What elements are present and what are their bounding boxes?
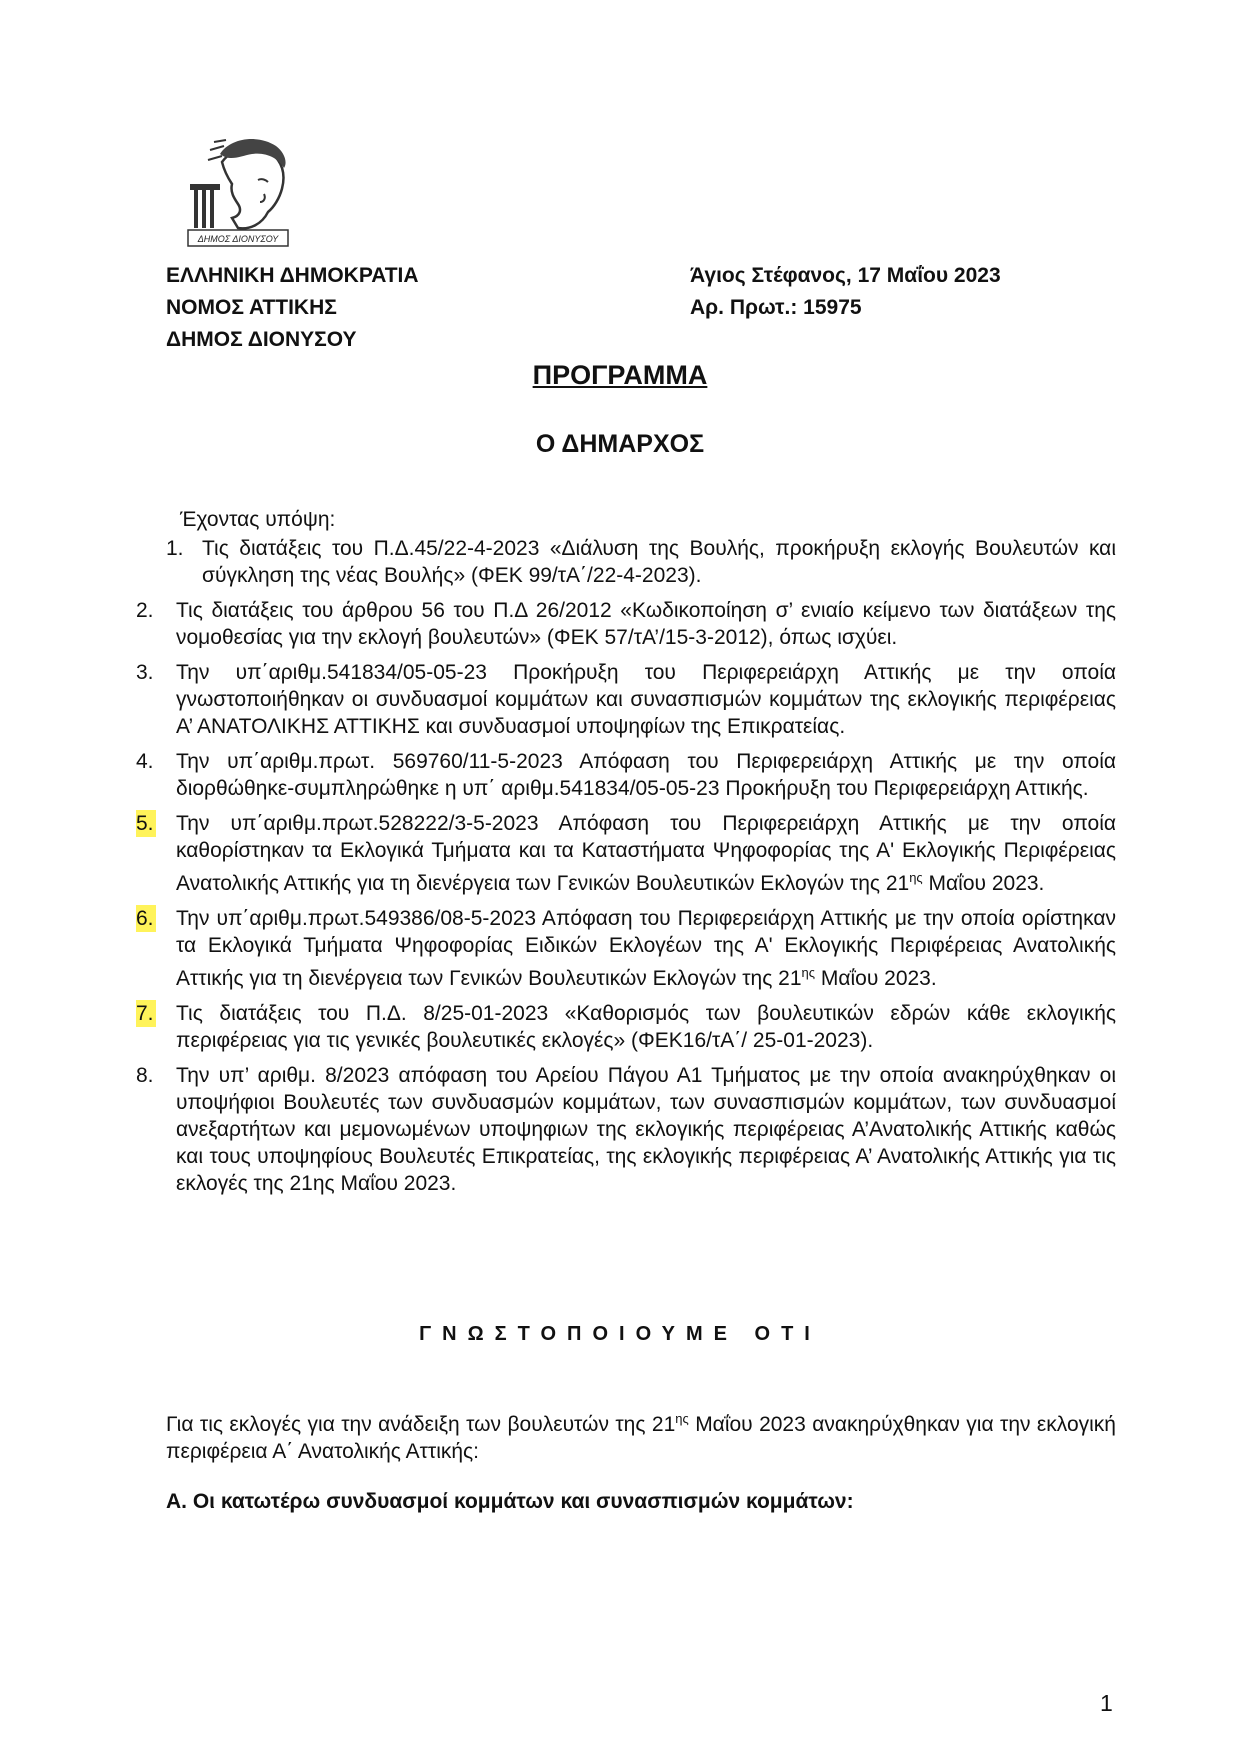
- intro-text: Έχοντας υπόψη:: [180, 508, 336, 531]
- dionysus-head-icon: [180, 132, 298, 250]
- list-item: [136, 535, 1116, 589]
- list-item: [136, 659, 1116, 740]
- place-date: Άγιος Στέφανος, 17 Μαΐου 2023: [690, 264, 1001, 287]
- item-text: Την υπ΄αριθμ.541834/05-05-23 Προκήρυξη του Περιφερειάρχη Αττικής με την οποία γνωστοποιήθηκαν οι συνδυασμοί κομμάτων και συνασπισμών κομμάτων της εκλογικής περιφέρειας Α’ ΑΝΑΤΟΛΙΚΗΣ ΑΤΤΙΚΗΣ και συνδυασμοί υποψηφίων της Επικρατείας.: [176, 661, 1116, 738]
- item-number: 2.: [136, 599, 154, 622]
- issuer-line-republic: ΕΛΛΗΝΙΚΗ ΔΗΜΟΚΡΑΤΙΑ: [166, 264, 419, 287]
- item-number-highlighted: 6.: [136, 907, 154, 930]
- list-item: [136, 905, 1116, 992]
- item-text: Τις διατάξεις του Π.Δ. 8/25-01-2023 «Καθορισμός των βουλευτικών εδρών κάθε εκλογικής περιφέρειας για τις γενικές βουλευτικές εκλογές» (ΦΕΚ16/τΑ΄/ 25-01-2023).: [176, 1002, 1116, 1052]
- item-text: Την υπ΄αριθμ.πρωτ. 569760/11-5-2023 Απόφαση του Περιφερειάρχη Αττικής με την οποία διορθώθηκε-συμπληρώθηκε η υπ΄ αριθμ.541834/05-05-23 Προκήρυξη του Περιφερειάρχη Αττικής.: [176, 750, 1116, 800]
- municipality-logo: [180, 132, 298, 250]
- document-title: ΠΡΟΓΡΑΜΜΑ: [532, 360, 708, 390]
- item-text: Τις διατάξεις του άρθρου 56 του Π.Δ 26/2012 «Κωδικοποίηση σ’ ενιαίο κείμενο των διατάξεων της νομοθεσίας για την εκλογή βουλευτών» (ΦΕΚ 57/τΑ’/15-3-2012), όπως ισχύει.: [176, 599, 1116, 649]
- issuer-line-municipality: ΔΗΜΟΣ ΔΙΟΝΥΣΟΥ: [166, 328, 357, 351]
- document-subtitle: Ο ΔΗΜΑΡΧΟΣ: [535, 430, 705, 458]
- item-text: Την υπ΄αριθμ.πρωτ.549386/08-5-2023 Απόφαση του Περιφερειάρχη Αττικής με την οποία ορίστηκαν τα Εκλογικά Τμήματα Ψηφοφορίας Ειδικών Εκλογέων της Α' Εκλογικής Περιφέρειας Ανατολικής Αττικής για τη διενέργεια των Γενικών Βουλευτικών Εκλογών της $21^{\eta\varsigma}$ Μαΐου 2023.: [176, 907, 1116, 990]
- protocol-number: Αρ. Πρωτ.: 15975: [690, 296, 862, 319]
- item-text: Την υπ΄αριθμ.πρωτ.528222/3-5-2023 Απόφαση του Περιφερειάρχη Αττικής με την οποία καθορίστηκαν τα Εκλογικά Τμήματα και τα Καταστήματα Ψηφοφορίας της Α' Εκλογικής Περιφέρειας Ανατολικής Αττικής για τη διενέργεια των Γενικών Βουλευτικών Εκλογών της $21^{\eta\varsigma}$ Μαΐου 2023.: [176, 812, 1116, 895]
- item-number: 8.: [136, 1064, 154, 1087]
- page-number: 1: [1100, 1690, 1113, 1716]
- logo-caption: ΔΗΜΟΣ ΔΙΟΝΥΣΟΥ: [197, 234, 279, 244]
- announcement-heading: ΓΝΩΣΤΟΠΟΙΟΥΜΕ ΟΤΙ: [419, 1323, 821, 1345]
- issuer-block: [166, 260, 419, 356]
- list-item: [136, 1062, 1116, 1197]
- list-item: [136, 597, 1116, 651]
- item-text: Την υπ’ αριθμ. 8/2023 απόφαση του Αρείου Πάγου Α1 Τμήματος με την οποία ανακηρύχθηκαν οι υποψήφιοι Βουλευτές των συνδυασμών κομμάτων, των συνασπισμών κομμάτων, των συνδυασμοί ανεξαρτήτων και μεμονωμένων υποψηφιων της εκλογικής περιφέρειας Α’Ανατολικής Αττικής καθώς και τους υποψηφίους Βουλευτές Επικρατείας, της εκλογικής περιφέρειας Α’ Ανατολικής Αττικής για τις εκλογές της 21ης Μαΐου 2023.: [176, 1064, 1116, 1195]
- item-number: 1.: [166, 537, 184, 560]
- item-number: 4.: [136, 750, 154, 773]
- item-number-highlighted: 5.: [136, 812, 154, 835]
- list-item: [136, 810, 1116, 897]
- considerations-list: [136, 535, 1116, 1201]
- item-number-highlighted: 7.: [136, 1002, 154, 1025]
- announcement-paragraph: Για τις εκλογές για την ανάδειξη των βουλευτών της $21^{\eta\varsigma}$ Μαΐου 2023 ανακηρύχθηκαν για την εκλογική περιφέρεια Α΄ Ανατολικής Αττικής:: [166, 1411, 1116, 1463]
- issuer-line-prefecture: ΝΟΜΟΣ ΑΤΤΙΚΗΣ: [166, 296, 337, 319]
- list-item: [136, 1000, 1116, 1054]
- date-protocol-block: [690, 260, 1001, 324]
- list-item: [136, 748, 1116, 802]
- item-text: Τις διατάξεις του Π.Δ.45/22-4-2023 «Διάλυση της Βουλής, προκήρυξη εκλογής Βουλευτών και σύγκληση της νέας Βουλής» (ΦΕΚ 99/τΑ΄/22-4-2023).: [202, 537, 1116, 587]
- section-a-heading: Α. Οι κατωτέρω συνδυασμοί κομμάτων και συνασπισμών κομμάτων:: [166, 1490, 854, 1513]
- item-number: 3.: [136, 661, 154, 684]
